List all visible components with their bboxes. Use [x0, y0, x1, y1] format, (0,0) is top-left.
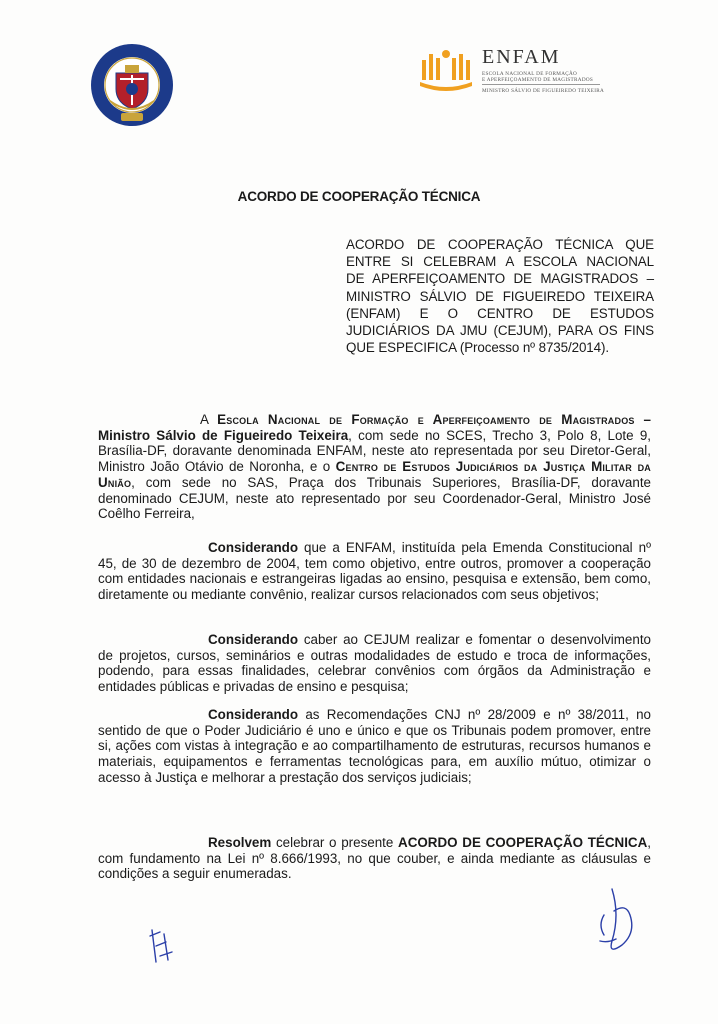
document-title: ACORDO DE COOPERAÇÃO TÉCNICA — [237, 189, 481, 204]
ementa-line: MINISTRO SÁLVIO DE FIGUEIREDO TEIXEIRA — [346, 288, 654, 304]
ementa-block — [346, 236, 654, 356]
paragraph-resolvem — [98, 835, 651, 882]
cejum-seal-logo — [90, 43, 174, 127]
ementa-line: JUDICIÁRIOS DA JMU (CEJUM), PARA OS FINS — [346, 323, 654, 339]
ementa-line: QUE ESPECIFICA (Processo nº 8735/2014). — [346, 340, 609, 356]
paragraph-considerando-1 — [98, 540, 651, 603]
p3-lead: Considerando — [208, 632, 299, 647]
enfam-subtitle-2: E APERFEIÇOAMENTO DE MAGISTRADOS — [482, 77, 594, 83]
p1-centro-name: Centro de Estudos Judiciários da Justiça Militar da União — [98, 459, 651, 490]
p1-text-2: , com sede no SAS, Praça dos Tribunais Superiores, Brasília-DF, doravante denominado CEJUM, neste ato representado por seu Coordenador-Geral, Ministro José Coêlho Ferreira, — [98, 474, 651, 522]
p1-minister-name: – Ministro Sálvio de Figueiredo Teixeira — [98, 412, 651, 443]
ementa-line: DE APERFEIÇOAMENTO DE MAGISTRADOS – — [346, 271, 654, 287]
p5-text-1: celebrar o presente — [271, 835, 399, 850]
p2-text: que a ENFAM, instituída pela Emenda Constitucional nº 45, de 30 de dezembro de 2004, tem como objetivo, entre outros, promover a cooperação com entidades nacionais e estrangeiras ligadas ao ensino, pesquisa e extensão, bem como, diretamente ou mediante convênio, realizar cursos relacionados com seus objetivos; — [98, 540, 651, 603]
initials-right-signature — [590, 885, 640, 961]
paragraph-parties — [98, 412, 651, 522]
ementa-line: ENTRE SI CELEBRAM A ESCOLA NACIONAL — [346, 254, 654, 270]
p1-text-1: , com sede no SCES, Trecho 3, Polo 8, Lote 9, Brasília-DF, doravante denominada ENFAM, neste ato representada por seu Diretor-Geral, Ministro João Otávio de Noronha, e o — [98, 427, 651, 475]
p2-lead: Considerando — [208, 540, 299, 555]
paragraph-considerando-3 — [98, 707, 651, 786]
p4-lead: Considerando — [208, 707, 299, 722]
p5-acordo: ACORDO DE COOPERAÇÃO TÉCNICA — [398, 835, 648, 850]
p4-text: as Recomendações CNJ nº 28/2009 e nº 38/2011, no sentido de que o Poder Judiciário é uno e único e que os Tribunais podem promover, entre si, ações com vistas à integração e ao compartilhamento de estruturas, recursos humanos e materiais, equipamentos e ferramentas tecnológicas para, em auxílio mútuo, otimizar o acesso à Justiça e melhorar a prestação dos serviços judiciais; — [98, 707, 651, 785]
ementa-line: (ENFAM) E O CENTRO DE ESTUDOS — [346, 305, 654, 321]
p3-text: caber ao CEJUM realizar e fomentar o desenvolvimento de projetos, cursos, seminários e outras modalidades de estudo e troca de informações, podendo, para essas finalidades, celebrar convênios com órgãos da Administração e entidades públicas e privadas de ensino e pesquisa; — [98, 632, 651, 695]
enfam-name: ENFAM — [482, 46, 561, 68]
p5-lead: Resolvem — [208, 835, 272, 850]
enfam-book-icon — [418, 46, 474, 92]
paragraph-considerando-2 — [98, 632, 651, 695]
enfam-logo — [418, 44, 618, 96]
p1-school-name: Escola Nacional de Formação e Aperfeiçoamento de Magistrados — [217, 412, 635, 427]
p1-article: A — [200, 412, 209, 427]
p5-text-2: , com fundamento na Lei nº 8.666/1993, no que couber, e ainda mediante as cláusulas e condições a seguir enumeradas. — [98, 835, 651, 882]
enfam-subtitle-3: MINISTRO SÁLVIO DE FIGUEIREDO TEIXEIRA — [482, 88, 605, 94]
enfam-divider — [482, 84, 600, 85]
ementa-line: ACORDO DE COOPERAÇÃO TÉCNICA QUE — [346, 237, 654, 252]
initials-left-signature — [146, 926, 176, 966]
enfam-subtitle-1: ESCOLA NACIONAL DE FORMAÇÃO — [482, 71, 578, 77]
